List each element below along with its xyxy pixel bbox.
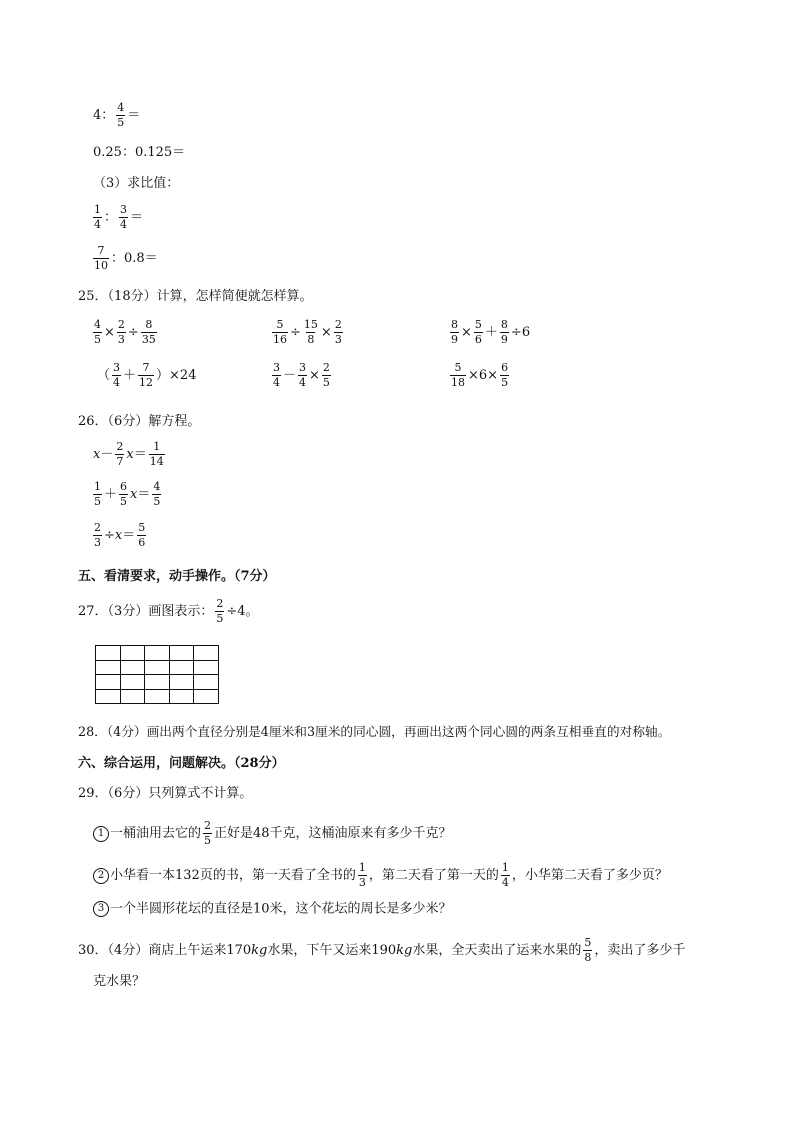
question-25-title: 25．（18分）计算，怎样简便就怎样算。 <box>78 289 313 304</box>
calc-expression-6: $\frac{5}{18}$ ×6× $\frac{6}{5}$ <box>451 361 509 389</box>
equation-1: x－ $\frac{2}{7}$ x＝ $\frac{1}{14}$ <box>93 440 164 468</box>
ratio-line-2: 0.25：0.125＝ <box>93 145 186 160</box>
calc-expression-1: $\frac{4}{5}$ × $\frac{2}{3}$ ÷ $\frac{8}{35}$ <box>94 318 156 346</box>
question-29-item-1: 1 一桶油用去它的 $\frac{2}{5}$ 正好是48千克，这桶油原来有多少千克？ <box>93 820 452 847</box>
circled-number: 3 <box>93 901 109 917</box>
ratio-line-4: $\frac{7}{10}$ ：0.8＝ <box>94 244 158 272</box>
question-30-line-2: 克水果？ <box>93 974 146 989</box>
fraction: $\frac{4}{5}$ <box>117 101 125 129</box>
question-26-title: 26．（6分）解方程。 <box>78 414 201 429</box>
drawing-grid <box>95 645 219 704</box>
ratio-line-3: $\frac{1}{4}$ ： $\frac{3}{4}$ ＝ <box>94 203 144 231</box>
question-27: 27．（3分）画图表示： $\frac{2}{5}$ ÷4。 <box>78 597 259 625</box>
fraction: $\frac{1}{4}$ <box>94 203 101 231</box>
question-30: 30．（4分）商店上午运来170kg水果，下午又运来190kg水果，全天卖出了运来水果的 $\frac{5}{8}$ ，卖出了多少千 <box>78 936 686 964</box>
calc-expression-4: （ $\frac{3}{4}$ ＋ $\frac{7}{12}$ ）×24 <box>97 361 197 389</box>
question-29-title: 29．（6分）只列算式不计算。 <box>78 786 253 801</box>
question-29-item-3: 3 一个半圆形花坛的直径是10米，这个花坛的周长是多少米？ <box>93 901 452 918</box>
subquestion-3-label: （3）求比值： <box>93 176 180 191</box>
question-29-item-2: 2 小华看一本132页的书，第一天看了全书的 $\frac{1}{3}$ ，第二天看了第一天的 $\frac{1}{4}$ ，小华第二天看了多少页？ <box>93 862 668 889</box>
question-28: 28．（4分）画出两个直径分别是4厘米和3厘米的同心圆，再画出这两个同心圆的两条互相垂直的对称轴。 <box>78 724 671 739</box>
fraction: $\frac{7}{10}$ <box>94 244 108 272</box>
calc-expression-2: $\frac{5}{16}$ ÷ $\frac{15}{8}$ × $\frac{2}{3}$ <box>273 318 342 346</box>
section-6-heading: 六、综合运用，问题解决。（28分） <box>78 756 285 771</box>
ratio-line-1: 4： $\frac{4}{5}$ ＝ <box>93 101 141 129</box>
fraction: $\frac{3}{4}$ <box>120 203 128 231</box>
circled-number: 2 <box>93 868 109 884</box>
circled-number: 1 <box>93 826 109 842</box>
calc-expression-3: $\frac{8}{9}$ × $\frac{5}{6}$ ＋ $\frac{8}{9}$ ÷6 <box>451 318 531 346</box>
section-5-heading: 五、看清要求，动手操作。（7分） <box>78 569 276 584</box>
equation-3: $\frac{2}{3}$ ÷x＝ $\frac{5}{6}$ <box>94 521 146 549</box>
calc-expression-5: $\frac{3}{4}$ － $\frac{3}{4}$ × $\frac{2}{5}$ <box>273 361 330 389</box>
equation-2: $\frac{1}{5}$ ＋ $\frac{6}{5}$ x＝ $\frac{4}{5}$ <box>94 480 161 508</box>
